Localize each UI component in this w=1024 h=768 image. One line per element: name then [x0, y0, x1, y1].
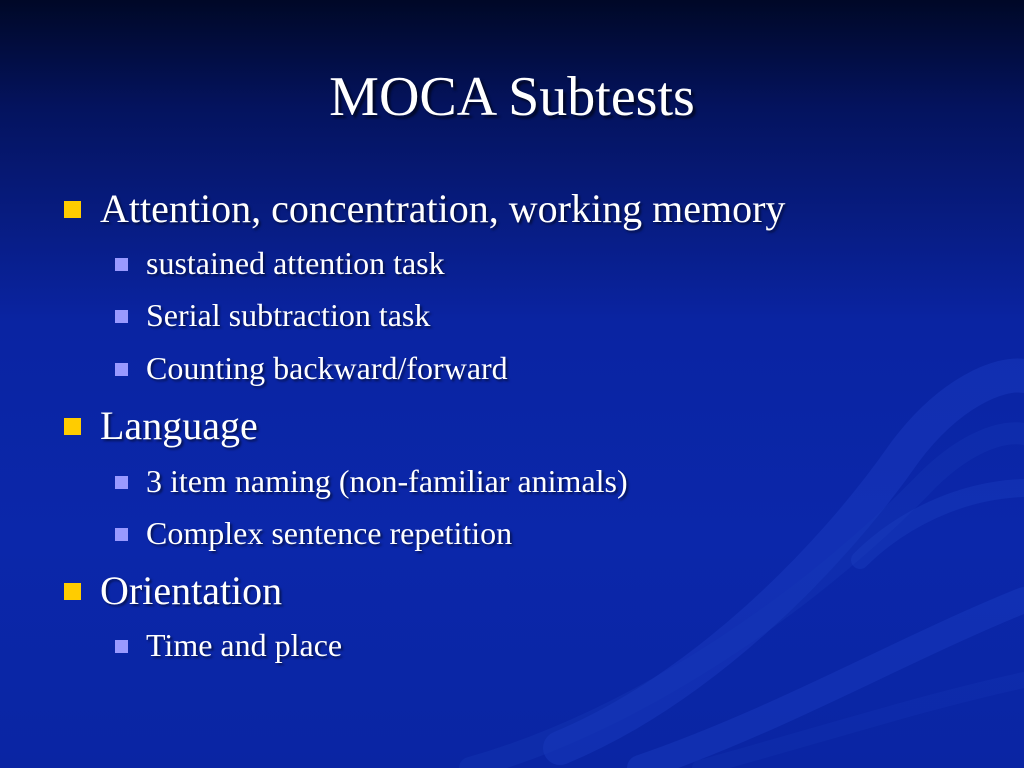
lavender-square-bullet-icon	[115, 476, 128, 489]
sub-bullet-text: Counting backward/forward	[146, 350, 508, 386]
bullet-text: Attention, concentration, working memory	[100, 186, 786, 231]
sub-bullet-serial-subtraction	[115, 295, 430, 335]
sub-bullet-text: Complex sentence repetition	[146, 515, 513, 551]
sub-bullet-time-place	[115, 625, 342, 665]
bullet-attention	[64, 185, 785, 233]
lavender-square-bullet-icon	[115, 640, 128, 653]
yellow-square-bullet-icon	[64, 418, 81, 435]
sub-bullet-text: Time and place	[146, 627, 343, 663]
sub-bullet-sentence-repetition	[115, 513, 512, 553]
sub-bullet-counting	[115, 348, 508, 388]
sub-bullet-text: Serial subtraction task	[146, 297, 431, 333]
lavender-square-bullet-icon	[115, 258, 128, 271]
bullet-orientation	[64, 567, 282, 615]
yellow-square-bullet-icon	[64, 583, 81, 600]
sub-bullet-text: 3 item naming (non-familiar animals)	[146, 463, 628, 499]
bullet-language	[64, 402, 258, 450]
lavender-square-bullet-icon	[115, 363, 128, 376]
yellow-square-bullet-icon	[64, 201, 81, 218]
sub-bullet-sustained-attention	[115, 243, 445, 283]
lavender-square-bullet-icon	[115, 310, 128, 323]
lavender-square-bullet-icon	[115, 528, 128, 541]
sub-bullet-item-naming	[115, 461, 628, 501]
bullet-text: Orientation	[100, 568, 283, 613]
bullet-text: Language	[100, 403, 258, 448]
sub-bullet-text: sustained attention task	[146, 245, 445, 281]
slide-title: MOCA Subtests	[329, 66, 695, 128]
